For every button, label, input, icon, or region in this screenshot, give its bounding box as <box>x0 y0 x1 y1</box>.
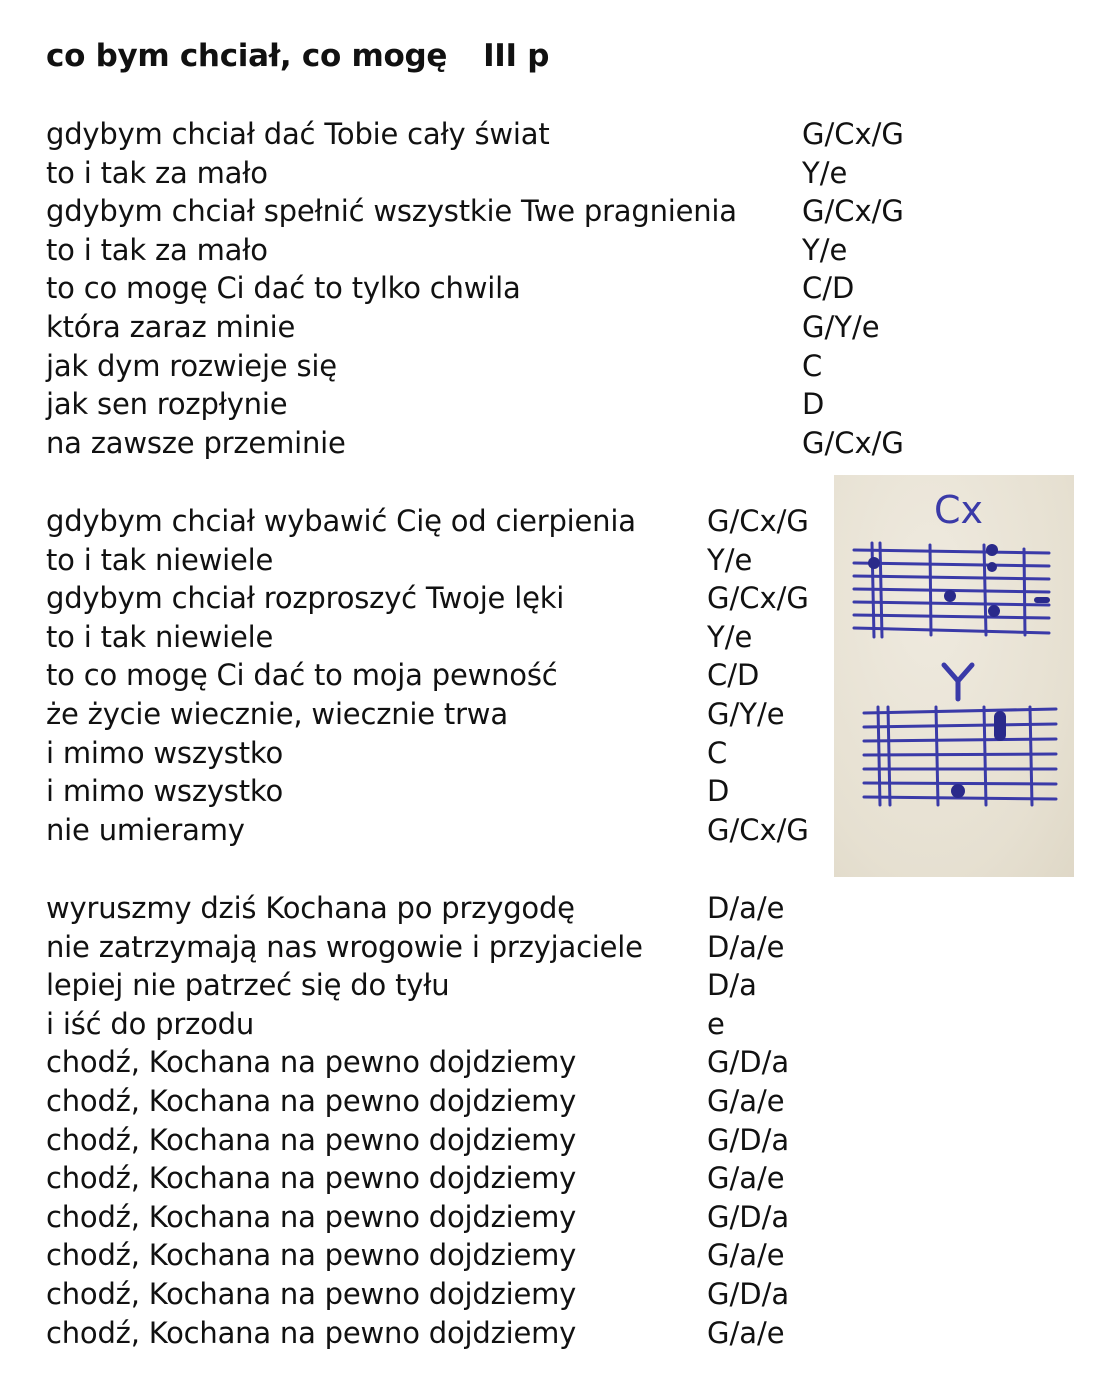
chord-label: C <box>707 735 728 770</box>
lyric-text: to i tak niewiele <box>46 619 274 654</box>
lyric-text: chodź, Kochana na pewno dojdziemy <box>46 1276 577 1311</box>
lyric-text: wyruszmy dziś Kochana po przygodę <box>46 891 575 925</box>
lyric-text: chodź, Kochana na pewno dojdziemy <box>46 1122 577 1157</box>
chord-diagram-photo <box>834 475 1074 877</box>
chord-label: D <box>802 387 825 422</box>
chord-label: G/a/e <box>707 1238 785 1273</box>
chord-diagram-drawing <box>834 475 1074 877</box>
lyric-text: to i tak za mało <box>46 155 268 190</box>
chord-label: G/a/e <box>707 1161 785 1196</box>
chord-label: G/Cx/G <box>707 581 809 616</box>
chord-cx-grid <box>854 543 1049 637</box>
chord-label: D/a/e <box>707 891 785 925</box>
chord-label: D <box>707 774 730 809</box>
capo-position: III p <box>483 38 550 74</box>
chord-label: G/Y/e <box>707 696 785 731</box>
lyric-text: chodź, Kochana na pewno dojdziemy <box>46 1238 577 1273</box>
lyric-text: chodź, Kochana na pewno dojdziemy <box>46 1045 577 1080</box>
chord-label: C/D <box>707 658 760 693</box>
lyric-text: chodź, Kochana na pewno dojdziemy <box>46 1083 577 1118</box>
chord-label: G/D/a <box>707 1199 790 1234</box>
chord-label: G/D/a <box>707 1122 790 1157</box>
chord-label: G/Cx/G <box>802 117 904 151</box>
chord-label: G/a/e <box>707 1315 785 1350</box>
lyric-text: to co mogę Ci dać to tylko chwila <box>46 271 521 306</box>
chord-label: G/D/a <box>707 1045 790 1080</box>
chord-label: Y/e <box>707 542 753 577</box>
chord-label: Y/e <box>802 155 848 190</box>
lyric-text: gdybym chciał spełnić wszystkie Twe pragnienia <box>46 194 737 229</box>
chord-label: G/a/e <box>707 1083 785 1118</box>
lyric-text: gdybym chciał rozproszyć Twoje lęki <box>46 581 565 616</box>
chord-label: D/a/e <box>707 929 785 964</box>
lyric-text: i mimo wszystko <box>46 735 283 770</box>
lyric-text: to co mogę Ci dać to moja pewność <box>46 658 558 693</box>
chord-label: C/D <box>802 271 855 306</box>
lyric-text: na zawsze przeminie <box>46 425 346 460</box>
chord-diagram-label-y: Y <box>834 475 835 476</box>
chord-diagram-label-cx: Cx <box>934 488 984 532</box>
lyric-text: gdybym chciał dać Tobie cały świat <box>46 117 550 151</box>
chord-label: Y/e <box>707 619 753 654</box>
lyric-text: chodź, Kochana na pewno dojdziemy <box>46 1161 577 1196</box>
lyric-text: chodź, Kochana na pewno dojdziemy <box>46 1315 577 1350</box>
lyric-text: chodź, Kochana na pewno dojdziemy <box>46 1199 577 1234</box>
song-title <box>46 38 549 74</box>
lyric-text: nie umieramy <box>46 812 245 847</box>
chord-label: G/D/a <box>707 1276 790 1311</box>
chord-label: D/a <box>707 968 757 1003</box>
lyric-text: jak dym rozwieje się <box>46 348 337 383</box>
chord-label: G/Cx/G <box>802 194 904 229</box>
chord-label: G/Cx/G <box>707 812 809 847</box>
lyric-text: gdybym chciał wybawić Cię od cierpienia <box>46 504 636 538</box>
chord-label: G/Cx/G <box>802 425 904 460</box>
lyric-text: lepiej nie patrzeć się do tyłu <box>46 968 450 1003</box>
lyric-text: że życie wiecznie, wiecznie trwa <box>46 696 508 731</box>
chord-label: Y/e <box>802 232 848 267</box>
lyric-text: to i tak niewiele <box>46 542 274 577</box>
lyric-text: i mimo wszystko <box>46 774 283 809</box>
chord-diagram-label-y-glyph <box>944 665 972 699</box>
chord-label: G/Cx/G <box>707 504 809 538</box>
lyric-text: nie zatrzymają nas wrogowie i przyjaciele <box>46 929 643 964</box>
lyric-text: i iść do przodu <box>46 1006 255 1041</box>
lyric-text: jak sen rozpłynie <box>46 387 288 422</box>
chord-label: G/Y/e <box>802 309 880 344</box>
chord-label: C <box>802 348 823 383</box>
chord-label: e <box>707 1006 725 1041</box>
lyric-text: która zaraz minie <box>46 309 296 344</box>
song-title-text: co bym chciał, co mogę <box>46 38 448 74</box>
lyric-text: to i tak za mało <box>46 232 268 267</box>
